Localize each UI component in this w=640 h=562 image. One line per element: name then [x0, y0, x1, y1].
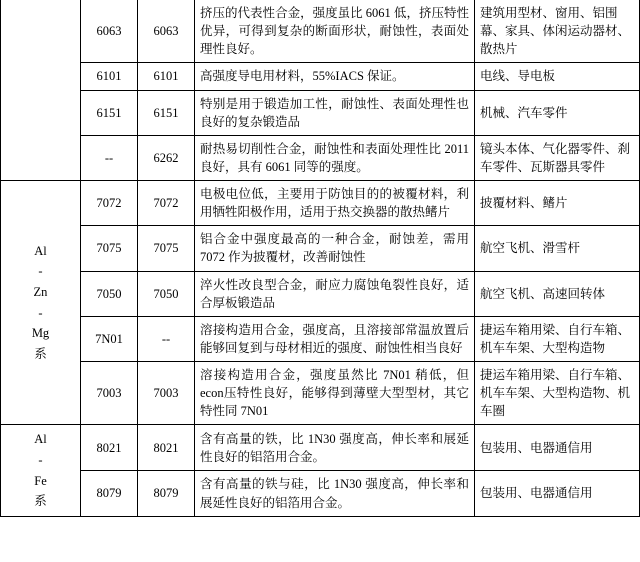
alloy-code-a: 7003: [81, 362, 138, 425]
series-label-cell: [1, 181, 81, 425]
alloy-applications: 披覆材料、鳍片: [475, 181, 640, 226]
alloy-code-a: 6101: [81, 63, 138, 90]
alloy-description: 耐热易切削性合金，耐蚀性和表面处理性比 2011 良好，具有 6061 同等的强度。: [195, 135, 475, 180]
table-row: [1, 0, 640, 63]
alloy-code-b: 6063: [138, 0, 195, 63]
series-line: -: [38, 305, 43, 320]
table-row: [1, 90, 640, 135]
alloy-description: 含有高量的铁与硅，比 1N30 强度高，伸长率和展延性良好的铝箔用合金。: [195, 471, 475, 517]
alloy-code-b: 7003: [138, 362, 195, 425]
alloy-description: 含有高量的铁，比 1N30 强度高，伸长率和展延性良好的铝箔用合金。: [195, 425, 475, 471]
table-row: [1, 135, 640, 180]
alloy-applications: 捷运车箱用梁、自行车箱、机车车架、大型构造物: [475, 316, 640, 361]
series-line: Al: [34, 243, 47, 258]
alloy-code-b: 6101: [138, 63, 195, 90]
alloy-applications: 电线、导电板: [475, 63, 640, 90]
table-row: [1, 181, 640, 226]
alloy-code-a: 7050: [81, 271, 138, 316]
alloy-applications: 包装用、电器通信用: [475, 425, 640, 471]
alloy-code-b: 7050: [138, 271, 195, 316]
series-label-cell: [1, 0, 81, 181]
alloy-description: 电极电位低，主要用于防蚀目的的被覆材料，利用牺牲阳极作用，适用于热交换器的散热鳍片: [195, 181, 475, 226]
alloy-description: 淬火性改良型合金，耐应力腐蚀龟裂性良好，适合厚板锻造品: [195, 271, 475, 316]
alloy-code-a: --: [81, 135, 138, 180]
alloy-code-a: 7N01: [81, 316, 138, 361]
series-line: Mg: [31, 326, 50, 341]
alloy-description: 高强度导电用材料，55%IACS 保证。: [195, 63, 475, 90]
alloy-applications: 捷运车箱用梁、自行车箱、机车车架、大型构造物、机车圈: [475, 362, 640, 425]
alloy-applications: 包装用、电器通信用: [475, 471, 640, 517]
series-line: 系: [34, 346, 47, 361]
series-line: Zn: [33, 285, 48, 300]
alloy-code-b: 6151: [138, 90, 195, 135]
series-line: Fe: [34, 473, 47, 488]
alloy-code-b: 8021: [138, 425, 195, 471]
table-body: [1, 0, 640, 516]
alloy-code-a: 8079: [81, 471, 138, 517]
alloy-code-b: --: [138, 316, 195, 361]
series-label-stack: [6, 429, 75, 512]
alloy-applications: 建筑用型材、窗用、铝围幕、家具、体闲运动器材、散热片: [475, 0, 640, 63]
table-row: [1, 471, 640, 517]
table-row: [1, 63, 640, 90]
alloy-applications: 机械、汽车零件: [475, 90, 640, 135]
alloy-description: 特别是用于锻造加工性，耐蚀性、表面处理性也良好的复杂锻造品: [195, 90, 475, 135]
alloy-code-b: 6262: [138, 135, 195, 180]
alloy-code-b: 7072: [138, 181, 195, 226]
alloy-code-a: 7072: [81, 181, 138, 226]
series-line: -: [38, 264, 43, 279]
series-label-cell: [1, 425, 81, 517]
alloy-description: 挤压的代表性合金，强度虽比 6061 低，挤压特性优异，可得到复杂的断面形状，耐蚀性，表面处理性良好。: [195, 0, 475, 63]
alloy-applications: 航空飞机、高速回转体: [475, 271, 640, 316]
alloy-code-b: 8079: [138, 471, 195, 517]
table-row: [1, 316, 640, 361]
alloy-description: 铝合金中强度最高的一种合金，耐蚀差，需用 7072 作为披覆材，改善耐蚀性: [195, 226, 475, 271]
series-line: 系: [34, 494, 47, 509]
alloy-code-a: 6151: [81, 90, 138, 135]
series-label-stack: [6, 241, 75, 365]
alloy-description: 溶接构造用合金，强度虽然比 7N01 稍低，但econ压特性良好，能够得到薄壁大型型材，其它特性同 7N01: [195, 362, 475, 425]
series-line: Al: [34, 432, 47, 447]
alloy-applications: 航空飞机、滑雪杆: [475, 226, 640, 271]
table-row: [1, 226, 640, 271]
alloy-code-a: 7075: [81, 226, 138, 271]
alloy-description: 溶接构造用合金，强度高，且溶接部常温放置后能够回复到与母材相近的强度、耐蚀性相当良好: [195, 316, 475, 361]
series-line: -: [38, 453, 43, 467]
alloy-applications: 镜头本体、气化器零件、刹车零件、瓦斯器具零件: [475, 135, 640, 180]
alloy-code-b: 7075: [138, 226, 195, 271]
table-row: [1, 425, 640, 471]
table-row: [1, 271, 640, 316]
table-row: [1, 362, 640, 425]
alloy-code-a: 8021: [81, 425, 138, 471]
alloy-code-a: 6063: [81, 0, 138, 63]
